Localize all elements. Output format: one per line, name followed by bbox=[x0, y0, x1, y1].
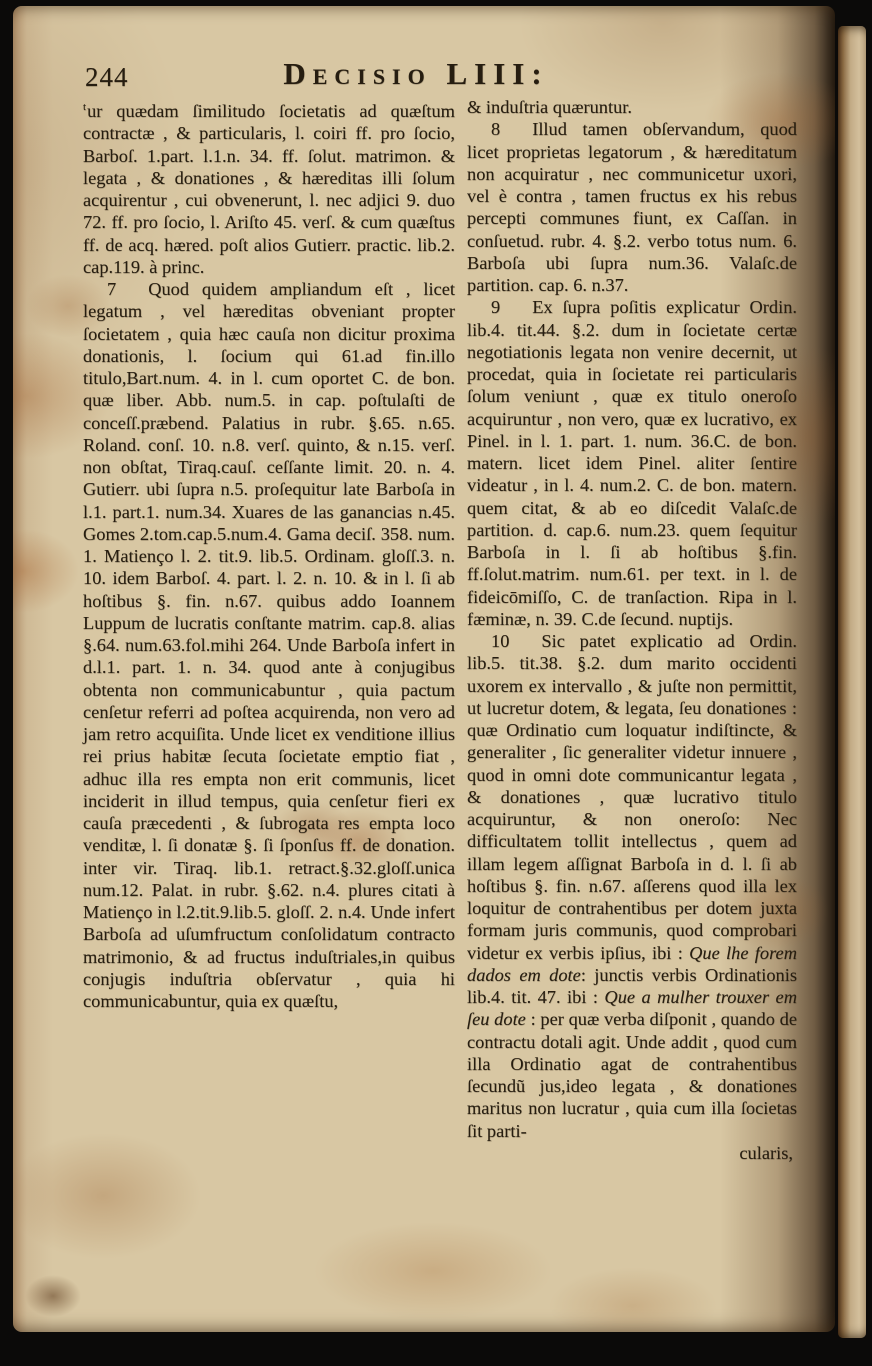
text-segment: ur quædam ſimilitudo ſocietatis ad quæſtum contractæ , & particularis, l. coiri ff. pro ſocio, Barboſ. 1.part. l.1.n. 34. ff. ſolut. matrimon. & legata , & donationes , & hæreditas illi ſolum acquirentur , cui obvenerunt, l. nec adjici 9. duo 72. ff. pro ſocio, l. Ariſto 45. verſ. & cum quæſtus ff. de acq. hæred. poſt alios Gutierr. practic. lib.2. cap.119. à princ. bbox=[83, 101, 455, 277]
text-segment: & induſtria quæruntur. bbox=[467, 97, 632, 117]
page-title: Decisio LIII: bbox=[283, 56, 549, 91]
catchword: cularis, bbox=[739, 1142, 793, 1163]
paragraph bbox=[467, 630, 797, 1142]
text-column-left bbox=[83, 96, 455, 1164]
paragraph bbox=[83, 96, 455, 278]
paragraph bbox=[467, 296, 797, 630]
paragraph-number: 7 bbox=[107, 279, 117, 299]
text-segment: : per quæ verba diſponit , quando de contractu dotali agit. Unde addit , quod cum illa Ordinatio agat de contrahentibus ſecundũ jus,ideo legata , & donationes maritus non lucratur , quia cum illa ſocietas ſit parti- bbox=[467, 1009, 798, 1141]
text-segment: Ex ſupra poſitis explicatur Ordin. lib.4. tit.44. §.2. dum in ſocietate certæ negotiationis legata non venire decernit, ut procedat, quia in ſocietate rei particularis ſolum veniunt , quæ ex titulo oneroſo acquiruntur , non vero, quæ ex lucrativo, ex Pinel. in l. 1. part. 1. num. 36.C. de bon. matern. licet idem Pinel. aliter ſentire videatur , in l. 4. num.2. C. de bon. matern. quem citat, & ab eo diſcedit Valaſc.de partition. d. cap.6. num.23. quem ſequitur Barboſa in l. ſi ab hoſtibus §.fin. ff.ſolut.matrim. num.61. per text. in l. de fideicōmiſſo, C. de tranſaction. Ripa in l. fæminæ, n. 39. C.de ſecund. nuptijs. bbox=[467, 297, 797, 629]
paragraph bbox=[83, 278, 455, 1012]
page-number: 244 bbox=[85, 62, 129, 92]
paragraph bbox=[467, 118, 797, 296]
quoted-phrase: Que lhe forem dados em dote bbox=[467, 942, 797, 985]
text-segment: t bbox=[83, 101, 87, 113]
text-column-right bbox=[467, 96, 797, 1164]
quoted-phrase: Que a mulher trouxer em ſeu dote bbox=[467, 987, 797, 1030]
text-segment: Illud tamen obſervandum, quod licet proprietas legatorum , & hæreditatum non acquiratur , nec communicetur uxori, vel è contra , tamen fructus ex his rebus percepti communes fiunt, ex Caſſan. in conſuetud. rubr. 4. §.2. verbo totus num. 6. Barboſa ubi ſupra num.36. Valaſc.de partition. cap. 6. n.37. bbox=[467, 119, 797, 295]
next-page-edge bbox=[838, 26, 866, 1338]
paragraph-number: 8 bbox=[491, 119, 501, 140]
book-page bbox=[13, 6, 835, 1332]
text-block bbox=[83, 96, 797, 1164]
text-segment: Sic patet explicatio ad Ordin. lib.5. tit.38. §.2. dum marito occidenti uxorem ex intervallo , & juſte non permittit, ut lucretur dotem, & legata, ſeu donationes : quæ Ordinatio cum loquatur indiſtincte, & generaliter , ſic generaliter videtur innuere , quod in omni dote communicantur legata , & donationes , quæ lucrativo titulo acquiruntur, & non oneroſo: Nec difficultatem tollit intellectus , quem ad illam legem aſſignat Barboſa in d. l. ſi ab hoſtibus §. fin. n.67. aſſerens quod illa lex loquitur de contrahentibus per dotem juxta formam juris communis, quod comprobari videtur ex verbis ipſius, ibi : bbox=[467, 631, 797, 963]
paragraph-number: 10 bbox=[491, 631, 510, 651]
paragraph-number: 9 bbox=[491, 297, 501, 318]
paragraph bbox=[467, 96, 797, 118]
running-header bbox=[83, 56, 795, 98]
text-segment: : junctis verbis Ordinationis lib.4. tit. 47. ibi : bbox=[467, 964, 797, 1007]
text-segment: Quod quidem ampliandum eſt , licet legatum , vel hæreditas obveniant propter ſocietatem , quia hæc cauſa non dicitur proxima donationis, l. ſocium qui 61.ad fin.illo titulo,Bart.num. 4. in l. cum oportet C. de bon. quæ liber. Abb. num.5. in cap. poſtulaſti de conceſſ.præbend. Palatius in rubr. §.65. n.65. Roland. conſ. 10. n.8. verſ. quinto, & n.15. verſ. non obſtat, Tiraq.cauſ. ceſſante limit. 20. n. 4. Gutierr. ubi ſupra n.5. proſequitur late Barboſa in l.1. part.1. num.34. Xuares de las ganancias n.45. Gomes 2.tom.cap.5.num.4. Gama deciſ. 358. num. 1. Matienço l. 2. tit.9. lib.5. Ordinam. gloſſ.3. n. 10. idem Barboſ. 4. part. l. 2. n. 10. & in l. ſi ab hoſtibus §. fin. n.67. quibus addo Ioannem Luppum de lucratis conſtante matrim. cap.8. alias §.64. num.63.fol.mihi 264. Unde Barboſa infert in d.l.1. part. 1. n. 34. quod ante à conjugibus obtenta non communicabuntur , quia pactum cenſetur referri ad poſtea acquirenda, non vero ad jam retro acquiſita. Unde licet ex venditione illius rei prius habitæ ſecuta ſocietate emptio fiat , adhuc illa res empta non erit communis, licet inciderit in illud tempus, quia cenſetur fieri ex cauſa præcedenti , & ſubrogata res empta loco venditæ, l. ſi donatæ §. ſi ſponſus ff. de donation. inter vir. Tiraq. lib.1. retract.§.32.gloſſ.unica num.12. Palat. in rubr. §.62. n.4. plures citati à Matienço in l.2.tit.9.lib.5. gloſſ. 2. n.4. Unde infert Barboſa ad uſumfructum conſolidatum contracto matrimonio, & ad fructus induſtriales,in quibus conjugis induſtria obſervatur , quia hi communicabuntur, quia ex quæſtu, bbox=[83, 279, 455, 1011]
